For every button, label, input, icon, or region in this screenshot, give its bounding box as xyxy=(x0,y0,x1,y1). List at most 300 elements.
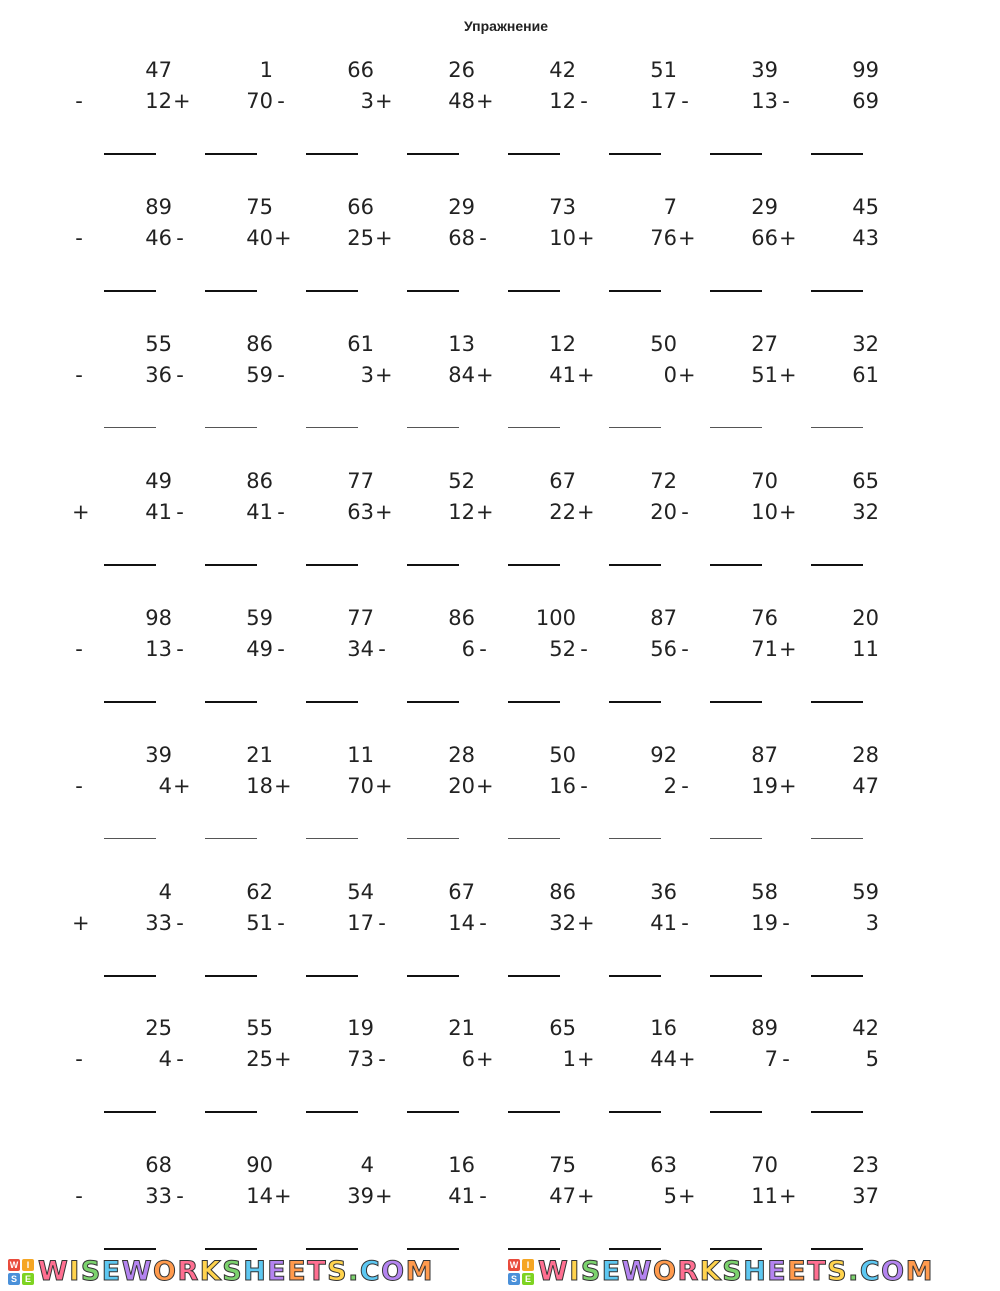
bottom-number: 71 xyxy=(751,637,778,661)
operator: - xyxy=(479,226,487,250)
top-number: 70 xyxy=(751,469,778,493)
bottom-number: 3 xyxy=(360,363,374,387)
bottom-number: 6 xyxy=(461,637,475,661)
problem xyxy=(72,606,172,726)
operator: + xyxy=(476,774,494,798)
brand-logo-mark: W I S E xyxy=(8,1259,34,1285)
operator: + xyxy=(274,774,292,798)
problem xyxy=(577,58,677,178)
top-number: 67 xyxy=(448,880,475,904)
operator: + xyxy=(577,1184,595,1208)
top-number: 11 xyxy=(347,743,374,767)
problem xyxy=(678,606,778,726)
top-number: 59 xyxy=(246,606,273,630)
answer-line[interactable] xyxy=(811,701,863,703)
problem xyxy=(375,1153,475,1273)
top-number: 86 xyxy=(549,880,576,904)
answer-line[interactable] xyxy=(407,1248,459,1250)
problem xyxy=(476,58,576,178)
operator: - xyxy=(75,226,83,250)
bottom-number: 41 xyxy=(246,500,273,524)
problem xyxy=(173,58,273,178)
operator: + xyxy=(577,500,595,524)
answer-line[interactable] xyxy=(710,427,762,428)
answer-line[interactable] xyxy=(811,427,863,428)
problem xyxy=(476,332,576,452)
problem xyxy=(72,58,172,178)
operator: + xyxy=(476,89,494,113)
bottom-number: 11 xyxy=(852,637,879,661)
problem xyxy=(577,1016,677,1136)
problem xyxy=(476,743,576,863)
top-number: 42 xyxy=(852,1016,879,1040)
top-number: 54 xyxy=(347,880,374,904)
operator: - xyxy=(681,774,689,798)
answer-line[interactable] xyxy=(710,701,762,703)
bottom-number: 14 xyxy=(448,911,475,935)
bottom-number: 49 xyxy=(246,637,273,661)
brand-logo-mark: W I S E xyxy=(508,1259,534,1285)
bottom-number: 7 xyxy=(764,1047,778,1071)
answer-line[interactable] xyxy=(609,1111,661,1113)
bottom-number: 14 xyxy=(246,1184,273,1208)
answer-line[interactable] xyxy=(205,564,257,566)
bottom-number: 1 xyxy=(562,1047,576,1071)
bottom-number: 6 xyxy=(461,1047,475,1071)
problem xyxy=(173,1153,273,1273)
bottom-number: 4 xyxy=(158,774,172,798)
answer-line[interactable] xyxy=(205,1248,257,1250)
problem xyxy=(779,743,879,863)
operator: - xyxy=(580,89,588,113)
bottom-number: 59 xyxy=(246,363,273,387)
top-number: 26 xyxy=(448,58,475,82)
answer-line[interactable] xyxy=(306,1111,358,1113)
operator: + xyxy=(375,363,393,387)
answer-line[interactable] xyxy=(306,701,358,703)
bottom-number: 12 xyxy=(145,89,172,113)
answer-line[interactable] xyxy=(306,1248,358,1250)
problem xyxy=(173,1016,273,1136)
answer-line[interactable] xyxy=(710,838,762,839)
answer-line[interactable] xyxy=(104,838,156,839)
top-number: 77 xyxy=(347,469,374,493)
answer-line[interactable] xyxy=(508,427,560,428)
answer-line[interactable] xyxy=(609,427,661,428)
answer-line[interactable] xyxy=(710,1248,762,1250)
answer-line[interactable] xyxy=(508,153,560,155)
problem xyxy=(274,606,374,726)
bottom-number: 63 xyxy=(347,500,374,524)
bottom-number: 16 xyxy=(549,774,576,798)
bottom-number: 47 xyxy=(549,1184,576,1208)
answer-line[interactable] xyxy=(104,1248,156,1250)
operator: - xyxy=(176,500,184,524)
top-number: 73 xyxy=(549,195,576,219)
answer-line[interactable] xyxy=(811,1111,863,1113)
top-number: 86 xyxy=(448,606,475,630)
bottom-number: 17 xyxy=(347,911,374,935)
top-number: 39 xyxy=(751,58,778,82)
operator: + xyxy=(577,363,595,387)
operator: - xyxy=(479,637,487,661)
problem xyxy=(72,880,172,1000)
brand-logo xyxy=(508,1257,934,1287)
answer-line[interactable] xyxy=(104,290,156,292)
answer-line[interactable] xyxy=(104,701,156,703)
operator: + xyxy=(678,226,696,250)
answer-line[interactable] xyxy=(811,153,863,155)
problem xyxy=(678,469,778,589)
answer-line[interactable] xyxy=(205,153,257,155)
top-number: 75 xyxy=(246,195,273,219)
operator: + xyxy=(779,1184,797,1208)
bottom-number: 43 xyxy=(852,226,879,250)
bottom-number: 44 xyxy=(650,1047,677,1071)
operator: + xyxy=(577,1047,595,1071)
problem xyxy=(779,1016,879,1136)
operator: - xyxy=(277,500,285,524)
top-number: 90 xyxy=(246,1153,273,1177)
top-number: 87 xyxy=(751,743,778,767)
operator: + xyxy=(678,1184,696,1208)
operator: + xyxy=(779,774,797,798)
operator: - xyxy=(176,911,184,935)
top-number: 62 xyxy=(246,880,273,904)
answer-line[interactable] xyxy=(205,427,257,428)
top-number: 67 xyxy=(549,469,576,493)
top-number: 4 xyxy=(158,880,172,904)
problem xyxy=(779,332,879,452)
bottom-number: 25 xyxy=(246,1047,273,1071)
problem xyxy=(577,332,677,452)
operator: + xyxy=(274,1047,292,1071)
top-number: 16 xyxy=(448,1153,475,1177)
top-number: 1 xyxy=(259,58,273,82)
problem xyxy=(274,1153,374,1273)
operator: + xyxy=(476,500,494,524)
top-number: 36 xyxy=(650,880,677,904)
bottom-number: 32 xyxy=(549,911,576,935)
bottom-number: 39 xyxy=(347,1184,374,1208)
top-number: 50 xyxy=(650,332,677,356)
bottom-number: 11 xyxy=(751,1184,778,1208)
problem xyxy=(173,469,273,589)
operator: + xyxy=(375,1184,393,1208)
top-number: 21 xyxy=(246,743,273,767)
problem xyxy=(173,743,273,863)
answer-line[interactable] xyxy=(104,975,156,977)
operator: + xyxy=(779,363,797,387)
top-number: 77 xyxy=(347,606,374,630)
bottom-number: 12 xyxy=(549,89,576,113)
answer-line[interactable] xyxy=(508,290,560,292)
bottom-number: 33 xyxy=(145,911,172,935)
operator: - xyxy=(580,774,588,798)
top-number: 16 xyxy=(650,1016,677,1040)
operator: - xyxy=(75,637,83,661)
operator: - xyxy=(580,637,588,661)
answer-line[interactable] xyxy=(104,427,156,428)
bottom-number: 2 xyxy=(663,774,677,798)
answer-line[interactable] xyxy=(205,838,257,839)
answer-line[interactable] xyxy=(811,1248,863,1250)
bottom-number: 5 xyxy=(865,1047,879,1071)
operator: - xyxy=(75,774,83,798)
bottom-number: 40 xyxy=(246,226,273,250)
top-number: 21 xyxy=(448,1016,475,1040)
problem xyxy=(476,1153,576,1273)
bottom-number: 3 xyxy=(865,911,879,935)
operator: + xyxy=(274,1184,292,1208)
answer-line[interactable] xyxy=(407,975,459,977)
answer-line[interactable] xyxy=(205,290,257,292)
problem xyxy=(577,743,677,863)
answer-line[interactable] xyxy=(609,701,661,703)
bottom-number: 56 xyxy=(650,637,677,661)
operator: + xyxy=(476,363,494,387)
top-number: 86 xyxy=(246,469,273,493)
operator: - xyxy=(176,226,184,250)
bottom-number: 61 xyxy=(852,363,879,387)
top-number: 61 xyxy=(347,332,374,356)
top-number: 99 xyxy=(852,58,879,82)
bottom-number: 41 xyxy=(448,1184,475,1208)
problem xyxy=(779,469,879,589)
answer-line[interactable] xyxy=(205,975,257,977)
operator: + xyxy=(678,363,696,387)
brand-logo xyxy=(8,1257,434,1287)
bottom-number: 47 xyxy=(852,774,879,798)
bottom-number: 34 xyxy=(347,637,374,661)
answer-line[interactable] xyxy=(407,701,459,703)
problem xyxy=(476,606,576,726)
answer-line[interactable] xyxy=(306,153,358,155)
answer-line[interactable] xyxy=(407,564,459,566)
bottom-number: 48 xyxy=(448,89,475,113)
top-number: 13 xyxy=(448,332,475,356)
bottom-number: 68 xyxy=(448,226,475,250)
operator: - xyxy=(479,911,487,935)
operator: - xyxy=(782,89,790,113)
problem xyxy=(375,1016,475,1136)
problem xyxy=(476,469,576,589)
top-number: 12 xyxy=(549,332,576,356)
bottom-number: 22 xyxy=(549,500,576,524)
operator: - xyxy=(378,1047,386,1071)
top-number: 72 xyxy=(650,469,677,493)
problem xyxy=(375,195,475,315)
top-number: 100 xyxy=(535,606,576,630)
bottom-number: 84 xyxy=(448,363,475,387)
bottom-number: 13 xyxy=(751,89,778,113)
problem xyxy=(274,58,374,178)
operator: - xyxy=(176,1184,184,1208)
operator: - xyxy=(378,637,386,661)
operator: + xyxy=(375,226,393,250)
top-number: 51 xyxy=(650,58,677,82)
problem xyxy=(173,880,273,1000)
operator: - xyxy=(782,1047,790,1071)
problem xyxy=(678,332,778,452)
problem xyxy=(577,195,677,315)
problem xyxy=(476,880,576,1000)
answer-line[interactable] xyxy=(508,701,560,703)
answer-line[interactable] xyxy=(407,838,459,839)
problem xyxy=(779,606,879,726)
answer-line[interactable] xyxy=(811,975,863,977)
bottom-number: 0 xyxy=(663,363,677,387)
bottom-number: 3 xyxy=(360,89,374,113)
answer-line[interactable] xyxy=(306,290,358,292)
top-number: 29 xyxy=(751,195,778,219)
problem xyxy=(779,1153,879,1273)
operator: - xyxy=(75,363,83,387)
answer-line[interactable] xyxy=(407,153,459,155)
answer-line[interactable] xyxy=(508,838,560,839)
top-number: 66 xyxy=(347,195,374,219)
operator: - xyxy=(681,637,689,661)
answer-line[interactable] xyxy=(508,1111,560,1113)
answer-line[interactable] xyxy=(104,153,156,155)
answer-line[interactable] xyxy=(811,290,863,292)
bottom-number: 41 xyxy=(650,911,677,935)
operator: - xyxy=(176,363,184,387)
top-number: 19 xyxy=(347,1016,374,1040)
operator: + xyxy=(173,774,191,798)
answer-line[interactable] xyxy=(710,290,762,292)
answer-line[interactable] xyxy=(811,838,863,839)
top-number: 50 xyxy=(549,743,576,767)
answer-line[interactable] xyxy=(609,153,661,155)
answer-line[interactable] xyxy=(710,564,762,566)
bottom-number: 52 xyxy=(549,637,576,661)
answer-line[interactable] xyxy=(710,153,762,155)
problem xyxy=(779,195,879,315)
problem xyxy=(577,880,677,1000)
answer-line[interactable] xyxy=(508,564,560,566)
top-number: 68 xyxy=(145,1153,172,1177)
bottom-number: 19 xyxy=(751,911,778,935)
answer-line[interactable] xyxy=(104,1111,156,1113)
top-number: 55 xyxy=(145,332,172,356)
answer-line[interactable] xyxy=(205,1111,257,1113)
answer-line[interactable] xyxy=(609,564,661,566)
answer-line[interactable] xyxy=(306,838,358,839)
bottom-number: 33 xyxy=(145,1184,172,1208)
top-number: 59 xyxy=(852,880,879,904)
top-number: 63 xyxy=(650,1153,677,1177)
bottom-number: 37 xyxy=(852,1184,879,1208)
top-number: 28 xyxy=(852,743,879,767)
bottom-number: 20 xyxy=(448,774,475,798)
operator: + xyxy=(476,1047,494,1071)
answer-line[interactable] xyxy=(710,975,762,977)
answer-line[interactable] xyxy=(609,1248,661,1250)
answer-line[interactable] xyxy=(407,290,459,292)
answer-line[interactable] xyxy=(306,427,358,428)
top-number: 32 xyxy=(852,332,879,356)
bottom-number: 25 xyxy=(347,226,374,250)
page-title: Упражнение xyxy=(464,18,548,34)
bottom-number: 10 xyxy=(549,226,576,250)
answer-line[interactable] xyxy=(811,564,863,566)
bottom-number: 70 xyxy=(347,774,374,798)
problem xyxy=(375,743,475,863)
answer-line[interactable] xyxy=(407,427,459,428)
problem xyxy=(779,880,879,1000)
operator: + xyxy=(779,500,797,524)
answer-line[interactable] xyxy=(710,1111,762,1113)
problem xyxy=(476,195,576,315)
operator: + xyxy=(173,89,191,113)
operator: - xyxy=(176,1047,184,1071)
bottom-number: 18 xyxy=(246,774,273,798)
problem xyxy=(375,332,475,452)
operator: + xyxy=(779,637,797,661)
top-number: 89 xyxy=(145,195,172,219)
top-number: 29 xyxy=(448,195,475,219)
problem xyxy=(173,606,273,726)
answer-line[interactable] xyxy=(205,701,257,703)
problem xyxy=(72,469,172,589)
top-number: 76 xyxy=(751,606,778,630)
operator: - xyxy=(75,1184,83,1208)
top-number: 7 xyxy=(663,195,677,219)
operator: + xyxy=(577,911,595,935)
top-number: 66 xyxy=(347,58,374,82)
bottom-number: 69 xyxy=(852,89,879,113)
answer-line[interactable] xyxy=(306,975,358,977)
operator: + xyxy=(375,500,393,524)
operator: - xyxy=(277,911,285,935)
problem xyxy=(72,1016,172,1136)
operator: + xyxy=(72,500,90,524)
operator: + xyxy=(375,89,393,113)
answer-line[interactable] xyxy=(407,1111,459,1113)
problem xyxy=(779,58,879,178)
operator: + xyxy=(779,226,797,250)
bottom-number: 41 xyxy=(145,500,172,524)
brand-wordmark: WISEWORKSHEETS.COM xyxy=(538,1256,934,1287)
bottom-number: 10 xyxy=(751,500,778,524)
answer-line[interactable] xyxy=(104,564,156,566)
answer-line[interactable] xyxy=(508,975,560,977)
brand-wordmark: WISEWORKSHEETS.COM xyxy=(38,1256,434,1287)
top-number: 28 xyxy=(448,743,475,767)
top-number: 92 xyxy=(650,743,677,767)
answer-line[interactable] xyxy=(306,564,358,566)
problem xyxy=(173,195,273,315)
top-number: 52 xyxy=(448,469,475,493)
answer-line[interactable] xyxy=(609,975,661,977)
top-number: 39 xyxy=(145,743,172,767)
problem xyxy=(72,1153,172,1273)
problem xyxy=(577,606,677,726)
bottom-number: 19 xyxy=(751,774,778,798)
answer-line[interactable] xyxy=(508,1248,560,1250)
bottom-number: 70 xyxy=(246,89,273,113)
operator: - xyxy=(681,89,689,113)
bottom-number: 4 xyxy=(158,1047,172,1071)
operator: - xyxy=(277,89,285,113)
operator: - xyxy=(176,637,184,661)
answer-line[interactable] xyxy=(609,290,661,292)
problem xyxy=(678,195,778,315)
problem xyxy=(274,1016,374,1136)
answer-line[interactable] xyxy=(609,838,661,839)
top-number: 89 xyxy=(751,1016,778,1040)
